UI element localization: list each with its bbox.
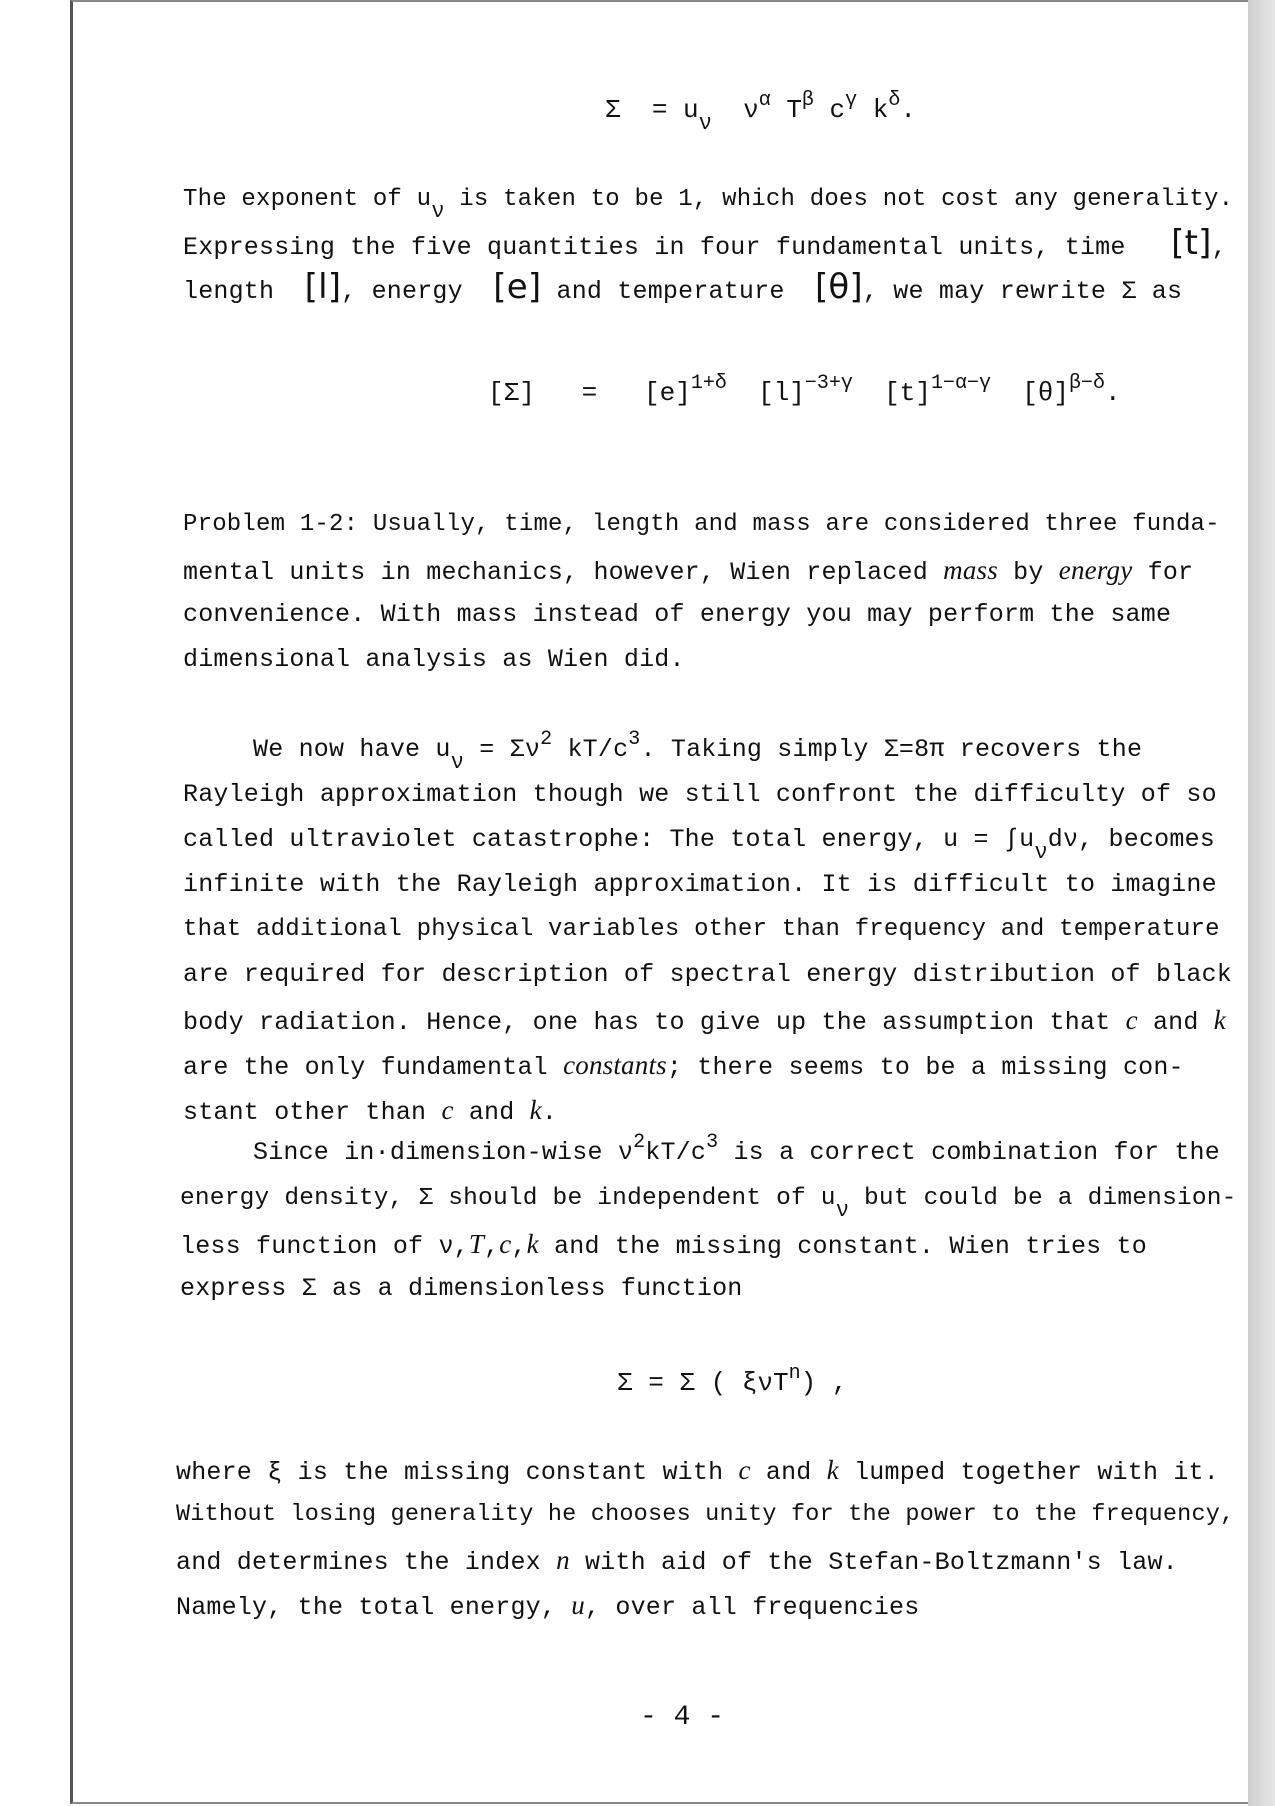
- equation-3: Σ = Σ ( ξνT$^n$) ,: [617, 1362, 848, 1398]
- para2-line2: Rayleigh approximation though we still confront the difficulty of so: [183, 780, 1217, 809]
- para1-line3: length [l], energy [e] and temperature [θ], we may rewrite Σ as: [183, 267, 1183, 307]
- scroll-edge: [1248, 0, 1275, 1806]
- problem-line3: convenience. With mass instead of energy you may perform the same: [183, 600, 1172, 629]
- para3-line2: energy density, Σ should be independent of uν but could be a dimension-: [180, 1185, 1237, 1223]
- para2-line1: We now have $u\nu = \Sigma\nu^2$ $kT/c^3$. Taking simply Σ=8π recovers the: [253, 728, 1143, 775]
- para2-line9: stant other than c and k.: [183, 1095, 558, 1127]
- para2-line7: body radiation. Hence, one has to give up the assumption that c and k: [183, 1005, 1226, 1037]
- para3-line4: express Σ as a dimensionless function: [180, 1274, 743, 1303]
- para3-line1: Since in·dimension-wise $\nu^2kT/c^3$ is a correct combination for the: [253, 1131, 1220, 1167]
- para2-line8: are the only fundamental constants; there seems to be a missing con-: [183, 1050, 1184, 1082]
- para1-line1: The exponent of uν is taken to be 1, which does not cost any generality.: [183, 186, 1234, 224]
- para2-line4: infinite with the Rayleigh approximation. It is difficult to imagine: [183, 870, 1217, 899]
- equation-2: [Σ] = $[e]^{1+\delta}$ $[l]^{-3+\gamma}$ $[t]^{1-\alpha-\gamma}$ $[\theta]^{\beta-\delta}$.: [488, 372, 1121, 408]
- para4-line3: and determines the index n with aid of the Stefan-Boltzmann's law.: [176, 1545, 1178, 1577]
- para4-line1: where ξ is the missing constant with c and k lumped together with it.: [176, 1455, 1219, 1487]
- para4-line4: Namely, the total energy, u, over all frequencies: [176, 1590, 920, 1622]
- equation-1: $\Sigma = u_\nu$ $\nu^\alpha$ $T^\beta$ $c^\gamma$ $k^\delta$.: [605, 89, 917, 136]
- para3-line3: less function of ν,T,c,k and the missing constant. Wien tries to: [180, 1229, 1147, 1261]
- para2-line6: are required for description of spectral energy distribution of black: [183, 960, 1232, 989]
- para1-line2: Expressing the five quantities in four fundamental units, time [t],: [183, 223, 1227, 263]
- para2-line3: called ultraviolet catastrophe: The total energy, u = ∫uνdν, becomes: [183, 825, 1215, 865]
- para4-line2: Without losing generality he chooses unity for the power to the frequency,: [176, 1501, 1235, 1528]
- problem-line1: Problem 1-2: Usually, time, length and mass are considered three funda-: [183, 511, 1220, 538]
- page-number: - 4 -: [640, 1702, 725, 1733]
- problem-line2: mental units in mechanics, however, Wien replaced mass by energy for: [183, 555, 1194, 587]
- para2-line5: that additional physical variables other than frequency and temperature: [183, 916, 1220, 943]
- problem-line4: dimensional analysis as Wien did.: [183, 645, 685, 674]
- page-frame: [70, 0, 1250, 1804]
